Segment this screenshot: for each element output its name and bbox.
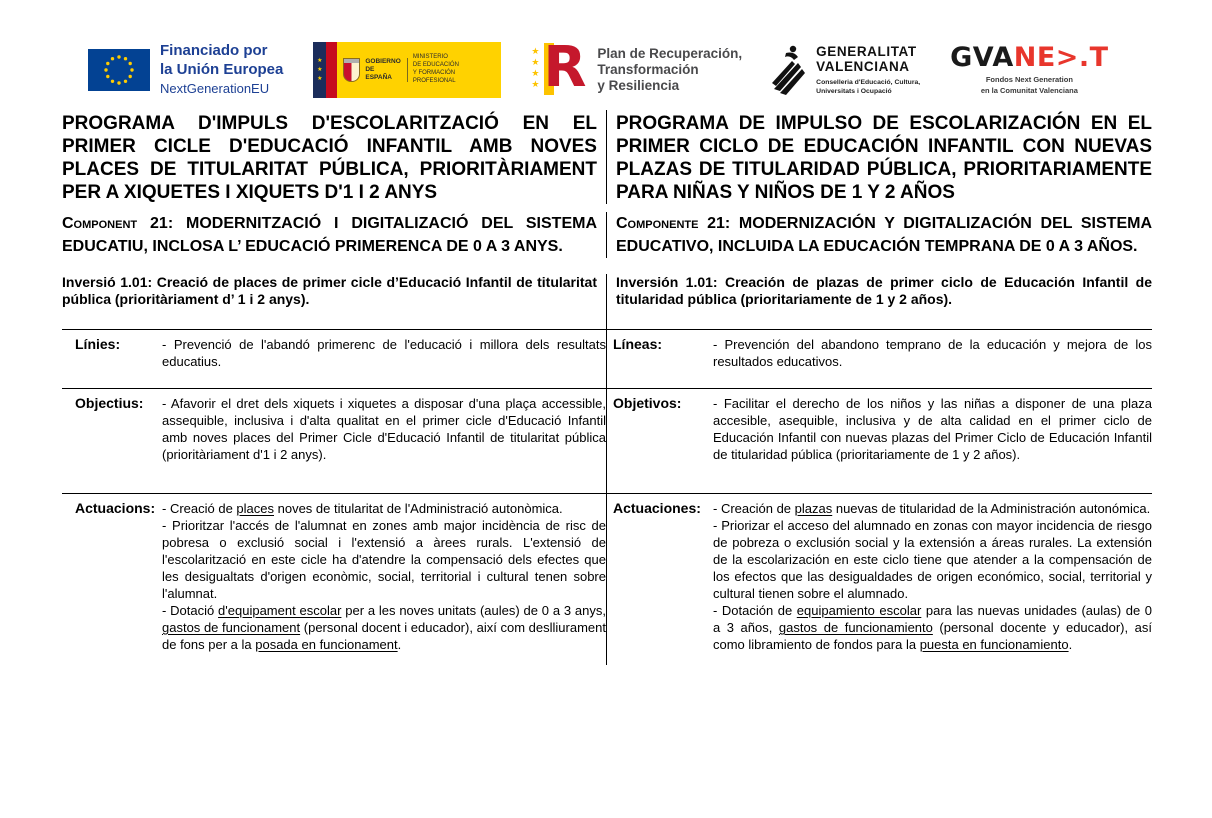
program-title-valencian: PROGRAMA D'IMPULS D'ESCOLARITZACIÓ EN EL PRIMER CICLE D'EDUCACIÓ INFANTIL AMB NOVES PLACES DE TITULARITAT PÚBLICA, PRIORITÀRIAMENT PER A XIQUETES I XIQUETS D'1 I 2 ANYS	[62, 110, 607, 204]
prtr-line3: y Resiliencia	[597, 77, 680, 93]
prtr-line1: Plan de Recuperación,	[597, 46, 743, 62]
spain-red-stripe-icon	[326, 42, 337, 98]
actuacions-label: Actuacions:	[75, 500, 156, 516]
row-linies	[62, 329, 607, 388]
row-actuaciones	[607, 493, 1152, 665]
eu-nextgen-label: NextGenerationEU	[160, 80, 270, 96]
gva-dept-1: Conselleria d'Educació, Cultura,	[816, 78, 921, 86]
gvanext-tagline-2: en la Comunitat Valenciana	[980, 85, 1078, 95]
spain-eu-strip-icon: ★ ★ ★	[313, 42, 326, 98]
actuaciones-text	[713, 500, 1152, 653]
row-lineas	[607, 329, 1152, 388]
gvanext-next-text: NE>.T	[1013, 42, 1109, 73]
gva-name-2: VALENCIANA	[816, 59, 910, 75]
component-spanish	[607, 212, 1152, 258]
gva-name-1: GENERALITAT	[816, 43, 917, 59]
actuacions-bullet-1: - Creació de places noves de titularitat de l'Administració autonòmica.	[162, 501, 563, 516]
eu-funded-line1: Financiado por	[160, 42, 268, 60]
prtr-r-icon: ★ ★ ★ ★ R	[531, 35, 587, 100]
actuaciones-label: Actuaciones:	[613, 500, 701, 516]
eu-funding-logo	[88, 42, 283, 97]
objectius-text: - Afavorir el dret dels xiquets i xiquetes a disposar d'una plaça accessible, assequible, inclusiva i d'alta qualitat en el primer cicle d'Educació Infantil amb noves places del Primer Cicle d'Educació Infantil de titularitat pública (prioritàriament d'1 i 2 anys).	[162, 396, 606, 462]
component-rest-valencian: 21: MODERNITZACIÓ I DIGITALIZACIÓ DEL SISTEMA EDUCATIU, INCLOSA L’ EDUCACIÓ PRIMERENCA DE 0 A 3 ANYS.	[62, 215, 597, 255]
linies-text: - Prevenció de l'abandó primerenc de l'educació i millora dels resultats educatius.	[162, 337, 606, 369]
program-title-spanish: PROGRAMA DE IMPULSO DE ESCOLARIZACIÓN EN EL PRIMER CICLO DE EDUCACIÓN INFANTIL CON NUEVAS PLAZAS DE TITULARIDAD PÚBLICA, PRIORITARIAMENTE PARA NIÑAS Y NIÑOS DE 1 Y 2 AÑOS	[616, 113, 1152, 203]
row-objectius	[62, 388, 607, 493]
actuacions-text	[162, 500, 606, 653]
gva-dept-2: Universitats i Ocupació	[816, 88, 892, 96]
component-rest-spanish: 21: MODERNIZACIÓN Y DIGITALIZACIÓN DEL SISTEMA EDUCATIVO, INCLUIDA LA EDUCACIÓN TEMPRANA DE 0 A 3 AÑOS.	[616, 215, 1152, 255]
objetivos-label: Objetivos:	[613, 395, 682, 411]
gva-emblem-icon	[772, 43, 806, 97]
component-valencian	[62, 212, 607, 258]
inversion-valencian: Inversió 1.01: Creació de places de primer cicle d’Educació Infantil de titularitat pública (prioritàriament d’ 1 i 2 anys).	[62, 274, 607, 329]
inversion-spanish: Inversión 1.01: Creación de plazas de primer ciclo de Educación Infantil de titularidad pública (prioritariamente de 1 y 2 años).	[616, 274, 1152, 307]
lineas-label: Líneas:	[613, 336, 663, 352]
gvanext-gva-text: GVA	[950, 42, 1014, 73]
ministerio-label-3: Y FORMACIÓN PROFESIONAL	[412, 70, 456, 84]
prtr-line2: Transformación	[597, 62, 699, 78]
actuacions-bullet-3: - Dotació d'equipament escolar per a les noves unitats (aules) de 0 a 3 anys, gastos de funcionament (personal docent i educador), així com deslliurament de fons per a la posada en funcionament.	[162, 603, 606, 652]
objetivos-text: - Facilitar el derecho de los niños y las niñas a disponer de una plaza accesible, asequible, inclusiva y de alta calidad en el primer ciclo de Educación Infantil con nuevas plazas del Primer Ciclo de Educación Infantil de titularidad pública (prioritariamente de 1 y 2 años).	[713, 396, 1152, 462]
gobierno-label-1: GOBIERNO	[365, 57, 401, 65]
row-actuacions	[62, 493, 607, 665]
row-objetivos	[607, 388, 1152, 493]
actuaciones-bullet-3: - Dotación de equipamiento escolar para las nuevas unidades (aulas) de 0 a 3 años, gastos de funcionamiento (personal docente y educador), así como libramiento de fondos para la puesta en funcionamiento.	[713, 603, 1152, 652]
gvanext-logo	[950, 44, 1108, 96]
spain-coat-of-arms-icon	[343, 58, 360, 82]
prtr-logo	[531, 35, 743, 100]
actuaciones-bullet-2: - Priorizar el acceso del alumnado en zonas con mayor incidencia de riesgo de pobreza o exclusión social y la extensión a áreas rurales. La extensión de la escolarización en este ciclo tiene que atender a la compensación de los efectos que las desigualdades de origen económico, social, territorial y cultural tienen sobre el alumnado.	[713, 518, 1152, 601]
logo-strip	[88, 32, 1172, 108]
gvanext-tagline-1: Fondos Next Generation	[985, 75, 1073, 84]
eu-flag-icon	[88, 49, 150, 91]
objectius-label: Objectius:	[75, 395, 144, 411]
gobierno-label-2: DE ESPAÑA	[365, 65, 392, 82]
ministerio-label-2: DE EDUCACIÓN	[412, 62, 459, 69]
program-table	[62, 110, 1152, 665]
component-word-valencian: Component	[62, 215, 138, 232]
component-word-spanish: Componente	[616, 215, 699, 232]
lineas-text: - Prevención del abandono temprano de la educación y mejora de los resultados educativos.	[713, 337, 1152, 369]
generalitat-valenciana-logo	[772, 43, 920, 97]
ministerio-label-1: MINISTERIO	[412, 54, 448, 61]
linies-label: Línies:	[75, 336, 121, 352]
actuaciones-bullet-1: - Creación de plazas nuevas de titularidad de la Administración autonómica.	[713, 501, 1151, 516]
eu-funded-line2: la Unión Europea	[160, 60, 284, 78]
actuacions-bullet-2: - Prioritzar l'accés de l'alumnat en zones amb major incidència de risc de pobresa o exclusió social i l'extensió a àrees rurals. L'extensió de l'escolarització en este cicle ha d'atendre la compensació dels efectes que les desigualtats d'origen econòmic, social, territorial i cultural tenen sobre l'alumnat.	[162, 518, 606, 601]
spain-government-logo	[313, 42, 501, 98]
